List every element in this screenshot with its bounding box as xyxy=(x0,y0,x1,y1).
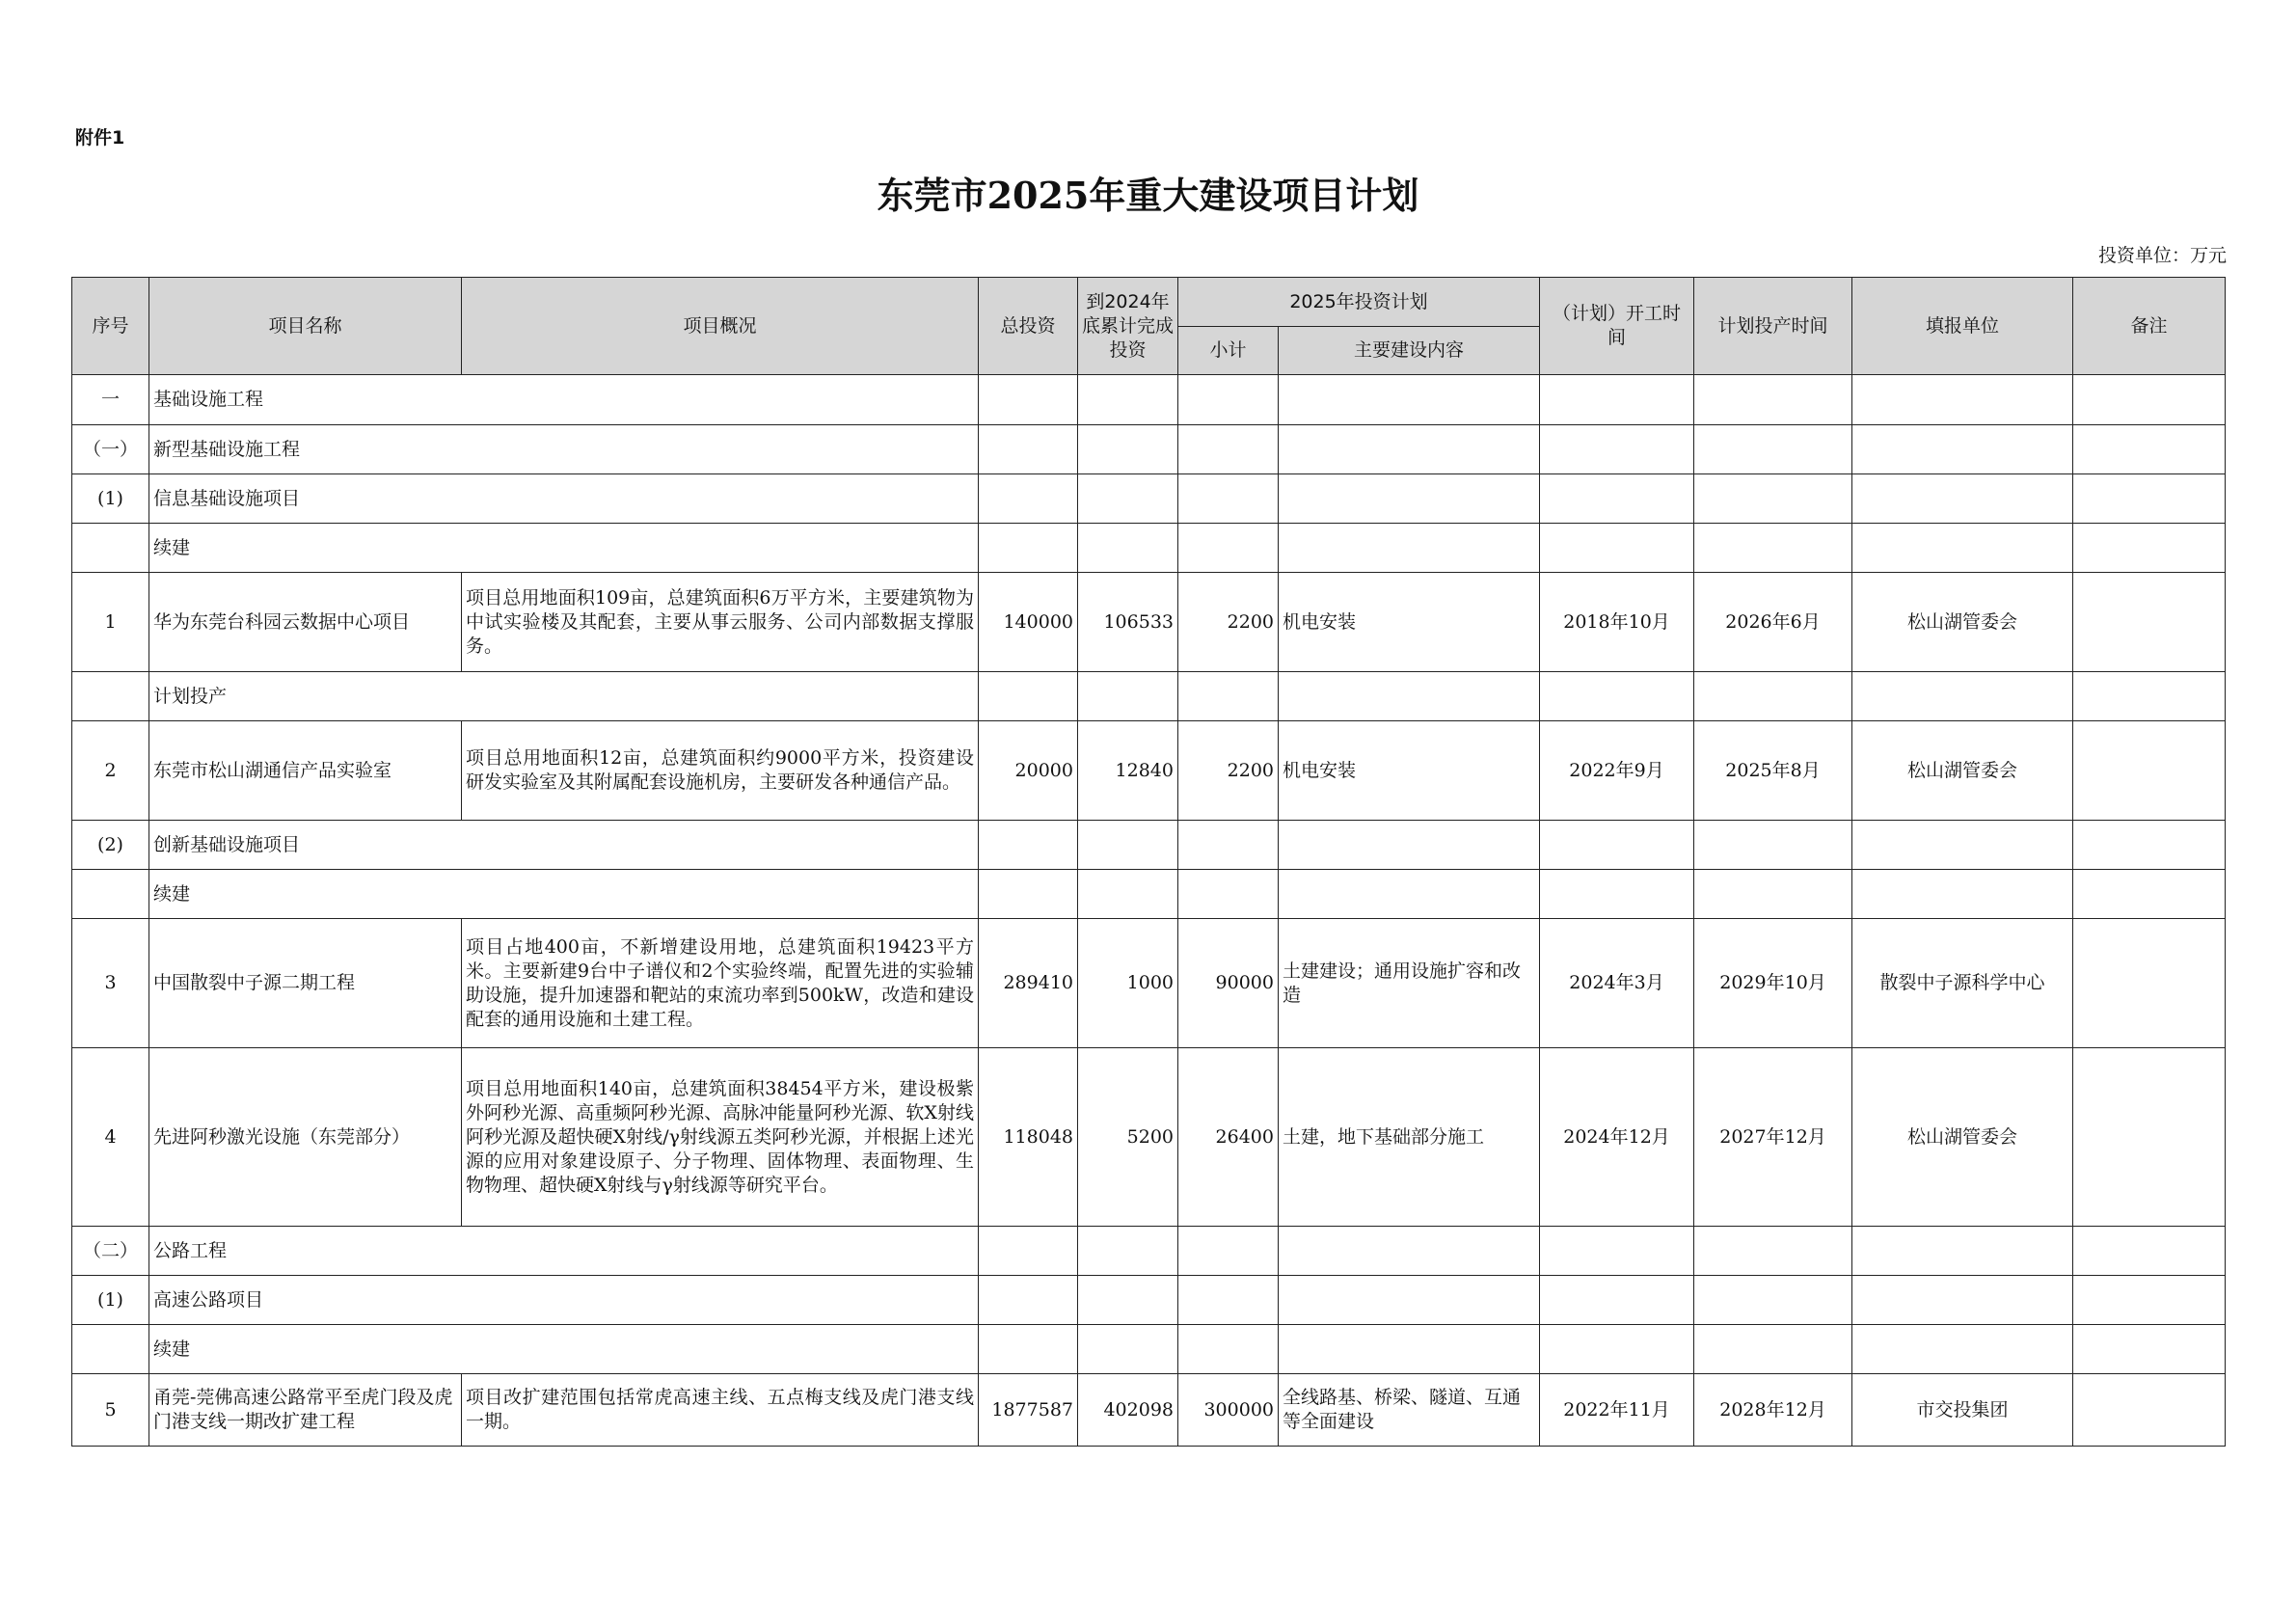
cell-overview-empty xyxy=(462,672,979,721)
cell-empty xyxy=(1694,1325,1852,1374)
header-start: （计划）开工时间 xyxy=(1540,278,1694,375)
cell-seq: 1 xyxy=(72,573,149,672)
cell-empty xyxy=(979,425,1078,474)
cell-empty xyxy=(1694,375,1852,425)
table-header xyxy=(72,278,2226,375)
cell-empty xyxy=(1540,375,1694,425)
group-label: 续建 xyxy=(149,1325,462,1374)
cell-empty xyxy=(1178,474,1279,524)
cell-seq: 2 xyxy=(72,721,149,821)
cell-overview-empty xyxy=(462,1325,979,1374)
cell-empty xyxy=(1852,821,2073,870)
cell-empty xyxy=(1279,375,1540,425)
cell-empty xyxy=(979,1227,1078,1276)
group-row xyxy=(72,375,2226,425)
cell-content: 土建建设；通用设施扩容和改造 xyxy=(1279,919,1540,1048)
cell-empty xyxy=(979,474,1078,524)
cell-unit: 松山湖管委会 xyxy=(1852,573,2073,672)
cell-completed: 1000 xyxy=(1078,919,1178,1048)
cell-empty xyxy=(1178,1276,1279,1325)
header-production: 计划投产时间 xyxy=(1694,278,1852,375)
cell-empty xyxy=(1852,1325,2073,1374)
cell-empty xyxy=(1540,672,1694,721)
cell-empty xyxy=(2073,1325,2226,1374)
cell-empty xyxy=(1078,672,1178,721)
cell-unit: 松山湖管委会 xyxy=(1852,1048,2073,1227)
header-overview: 项目概况 xyxy=(462,278,979,375)
group-row xyxy=(72,821,2226,870)
cell-empty xyxy=(979,1276,1078,1325)
group-label: 公路工程 xyxy=(149,1227,462,1276)
cell-production: 2026年6月 xyxy=(1694,573,1852,672)
cell-seq: (2) xyxy=(72,821,149,870)
table-row xyxy=(72,919,2226,1048)
group-row xyxy=(72,425,2226,474)
cell-empty xyxy=(1178,524,1279,573)
cell-empty xyxy=(2073,474,2226,524)
cell-empty xyxy=(1540,425,1694,474)
cell-empty xyxy=(1852,524,2073,573)
cell-seq: （一） xyxy=(72,425,149,474)
cell-empty xyxy=(1694,1227,1852,1276)
header-name: 项目名称 xyxy=(149,278,462,375)
cell-seq: 一 xyxy=(72,375,149,425)
cell-completed: 12840 xyxy=(1078,721,1178,821)
cell-overview: 项目占地400亩，不新增建设用地，总建筑面积19423平方米。主要新建9台中子谱仪和2个实验终端，配置先进的实验辅助设施，提升加速器和靶站的束流功率到500kW，改造和建设配套的通用设施和土建工程。 xyxy=(462,919,979,1048)
group-row xyxy=(72,1276,2226,1325)
cell-empty xyxy=(979,524,1078,573)
cell-seq xyxy=(72,672,149,721)
cell-empty xyxy=(1694,425,1852,474)
cell-subtotal: 26400 xyxy=(1178,1048,1279,1227)
page-title: 东莞市2025年重大建设项目计划 xyxy=(877,174,1419,217)
cell-empty xyxy=(979,821,1078,870)
cell-overview: 项目总用地面积12亩，总建筑面积约9000平方米，投资建设研发实验室及其附属配套设施机房，主要研发各种通信产品。 xyxy=(462,721,979,821)
cell-empty xyxy=(1852,474,2073,524)
header-subtotal: 小计 xyxy=(1178,327,1279,375)
cell-empty xyxy=(1540,821,1694,870)
group-row xyxy=(72,524,2226,573)
cell-empty xyxy=(1279,870,1540,919)
cell-start: 2024年12月 xyxy=(1540,1048,1694,1227)
cell-unit: 松山湖管委会 xyxy=(1852,721,2073,821)
cell-overview: 项目改扩建范围包括常虎高速主线、五点梅支线及虎门港支线一期。 xyxy=(462,1374,979,1447)
cell-empty xyxy=(1078,821,1178,870)
cell-empty xyxy=(2073,821,2226,870)
cell-content: 机电安装 xyxy=(1279,573,1540,672)
cell-production: 2025年8月 xyxy=(1694,721,1852,821)
cell-seq: （二） xyxy=(72,1227,149,1276)
cell-seq: (1) xyxy=(72,1276,149,1325)
cell-empty xyxy=(1852,870,2073,919)
cell-empty xyxy=(1279,1227,1540,1276)
header-remark: 备注 xyxy=(2073,278,2226,375)
cell-empty xyxy=(1540,1227,1694,1276)
cell-empty xyxy=(1078,870,1178,919)
cell-production: 2028年12月 xyxy=(1694,1374,1852,1447)
cell-content: 机电安装 xyxy=(1279,721,1540,821)
cell-seq xyxy=(72,870,149,919)
cell-empty xyxy=(1540,474,1694,524)
cell-remark xyxy=(2073,721,2226,821)
cell-name: 中国散裂中子源二期工程 xyxy=(149,919,462,1048)
cell-start: 2022年9月 xyxy=(1540,721,1694,821)
project-table xyxy=(71,277,2226,1447)
cell-total: 20000 xyxy=(979,721,1078,821)
cell-empty xyxy=(1178,1325,1279,1374)
group-label: 续建 xyxy=(149,870,462,919)
cell-overview-empty xyxy=(462,870,979,919)
cell-empty xyxy=(1178,375,1279,425)
cell-empty xyxy=(1540,1276,1694,1325)
header-plan-2025: 2025年投资计划 xyxy=(1178,278,1540,327)
cell-remark xyxy=(2073,573,2226,672)
cell-subtotal: 2200 xyxy=(1178,573,1279,672)
group-row xyxy=(72,672,2226,721)
cell-overview-empty xyxy=(462,524,979,573)
cell-overview-empty xyxy=(462,425,979,474)
investment-unit: 投资单位：万元 xyxy=(2097,245,2227,266)
cell-empty xyxy=(1540,524,1694,573)
cell-empty xyxy=(2073,1276,2226,1325)
cell-empty xyxy=(2073,375,2226,425)
cell-empty xyxy=(1078,425,1178,474)
cell-total: 289410 xyxy=(979,919,1078,1048)
cell-subtotal: 90000 xyxy=(1178,919,1279,1048)
cell-seq: (1) xyxy=(72,474,149,524)
table-row xyxy=(72,1048,2226,1227)
cell-total: 1877587 xyxy=(979,1374,1078,1447)
cell-seq: 3 xyxy=(72,919,149,1048)
cell-empty xyxy=(1694,870,1852,919)
cell-remark xyxy=(2073,1048,2226,1227)
cell-overview: 项目总用地面积140亩，总建筑面积38454平方米，建设极紫外阿秒光源、高重频阿秒光源、高脉冲能量阿秒光源、软X射线阿秒光源及超快硬X射线/γ射线源五类阿秒光源，并根据上述光源的应用对象建设原子、分子物理、固体物理、表面物理、生物物理、超快硬X射线与γ射线源等研究平台。 xyxy=(462,1048,979,1227)
cell-empty xyxy=(979,375,1078,425)
header-total: 总投资 xyxy=(979,278,1078,375)
cell-empty xyxy=(1279,474,1540,524)
cell-seq xyxy=(72,1325,149,1374)
table-row xyxy=(72,721,2226,821)
cell-empty xyxy=(1279,1276,1540,1325)
cell-production: 2029年10月 xyxy=(1694,919,1852,1048)
cell-empty xyxy=(1852,1276,2073,1325)
cell-unit: 市交投集团 xyxy=(1852,1374,2073,1447)
cell-empty xyxy=(1852,672,2073,721)
cell-empty xyxy=(1178,425,1279,474)
cell-empty xyxy=(979,672,1078,721)
cell-name: 甬莞-莞佛高速公路常平至虎门段及虎门港支线一期改扩建工程 xyxy=(149,1374,462,1447)
cell-empty xyxy=(1540,1325,1694,1374)
cell-completed: 5200 xyxy=(1078,1048,1178,1227)
cell-empty xyxy=(1078,524,1178,573)
cell-empty xyxy=(1852,1227,2073,1276)
cell-empty xyxy=(1279,425,1540,474)
cell-empty xyxy=(1694,474,1852,524)
header-unit: 填报单位 xyxy=(1852,278,2073,375)
cell-empty xyxy=(2073,425,2226,474)
cell-empty xyxy=(1178,672,1279,721)
cell-content: 土建，地下基础部分施工 xyxy=(1279,1048,1540,1227)
group-row xyxy=(72,474,2226,524)
cell-empty xyxy=(979,870,1078,919)
header-seq: 序号 xyxy=(72,278,149,375)
cell-empty xyxy=(1178,870,1279,919)
cell-name: 华为东莞台科园云数据中心项目 xyxy=(149,573,462,672)
cell-name: 东莞市松山湖通信产品实验室 xyxy=(149,721,462,821)
cell-total: 140000 xyxy=(979,573,1078,672)
cell-overview-empty xyxy=(462,1276,979,1325)
cell-empty xyxy=(1078,1227,1178,1276)
cell-overview-empty xyxy=(462,375,979,425)
cell-name: 先进阿秒激光设施（东莞部分） xyxy=(149,1048,462,1227)
cell-completed: 402098 xyxy=(1078,1374,1178,1447)
cell-subtotal: 2200 xyxy=(1178,721,1279,821)
attachment-label: 附件1 xyxy=(75,127,125,149)
cell-empty xyxy=(1178,1227,1279,1276)
cell-empty xyxy=(1694,1276,1852,1325)
cell-empty xyxy=(1279,672,1540,721)
cell-empty xyxy=(1178,821,1279,870)
cell-empty xyxy=(1279,1325,1540,1374)
cell-empty xyxy=(1078,474,1178,524)
cell-empty xyxy=(1279,524,1540,573)
cell-empty xyxy=(1279,821,1540,870)
cell-content: 全线路基、桥梁、隧道、互通等全面建设 xyxy=(1279,1374,1540,1447)
cell-remark xyxy=(2073,919,2226,1048)
cell-production: 2027年12月 xyxy=(1694,1048,1852,1227)
header-completed: 到2024年底累计完成投资 xyxy=(1078,278,1178,375)
cell-empty xyxy=(1078,1276,1178,1325)
cell-start: 2018年10月 xyxy=(1540,573,1694,672)
group-row xyxy=(72,1325,2226,1374)
cell-empty xyxy=(1078,375,1178,425)
cell-empty xyxy=(2073,524,2226,573)
group-label: 续建 xyxy=(149,524,462,573)
cell-empty xyxy=(1078,1325,1178,1374)
cell-unit: 散裂中子源科学中心 xyxy=(1852,919,2073,1048)
table-body xyxy=(72,375,2226,1447)
group-row xyxy=(72,870,2226,919)
cell-overview-empty xyxy=(462,821,979,870)
cell-remark xyxy=(2073,1374,2226,1447)
cell-empty xyxy=(2073,1227,2226,1276)
cell-empty xyxy=(979,1325,1078,1374)
cell-empty xyxy=(2073,672,2226,721)
cell-empty xyxy=(1694,524,1852,573)
cell-overview-empty xyxy=(462,1227,979,1276)
cell-empty xyxy=(1852,375,2073,425)
cell-overview-empty xyxy=(462,474,979,524)
header-content: 主要建设内容 xyxy=(1279,327,1540,375)
group-label: 基础设施工程 xyxy=(149,375,462,425)
cell-seq: 5 xyxy=(72,1374,149,1447)
cell-empty xyxy=(2073,870,2226,919)
cell-seq: 4 xyxy=(72,1048,149,1227)
table-row xyxy=(72,573,2226,672)
cell-empty xyxy=(1540,870,1694,919)
cell-start: 2024年3月 xyxy=(1540,919,1694,1048)
group-label: 新型基础设施工程 xyxy=(149,425,462,474)
cell-completed: 106533 xyxy=(1078,573,1178,672)
group-label: 高速公路项目 xyxy=(149,1276,462,1325)
cell-total: 118048 xyxy=(979,1048,1078,1227)
cell-empty xyxy=(1694,672,1852,721)
table-row xyxy=(72,1374,2226,1447)
cell-empty xyxy=(1694,821,1852,870)
group-row xyxy=(72,1227,2226,1276)
cell-empty xyxy=(1852,425,2073,474)
cell-subtotal: 300000 xyxy=(1178,1374,1279,1447)
cell-seq xyxy=(72,524,149,573)
group-label: 信息基础设施项目 xyxy=(149,474,462,524)
group-label: 创新基础设施项目 xyxy=(149,821,462,870)
cell-start: 2022年11月 xyxy=(1540,1374,1694,1447)
group-label: 计划投产 xyxy=(149,672,462,721)
cell-overview: 项目总用地面积109亩，总建筑面积6万平方米，主要建筑物为中试实验楼及其配套，主要从事云服务、公司内部数据支撑服务。 xyxy=(462,573,979,672)
